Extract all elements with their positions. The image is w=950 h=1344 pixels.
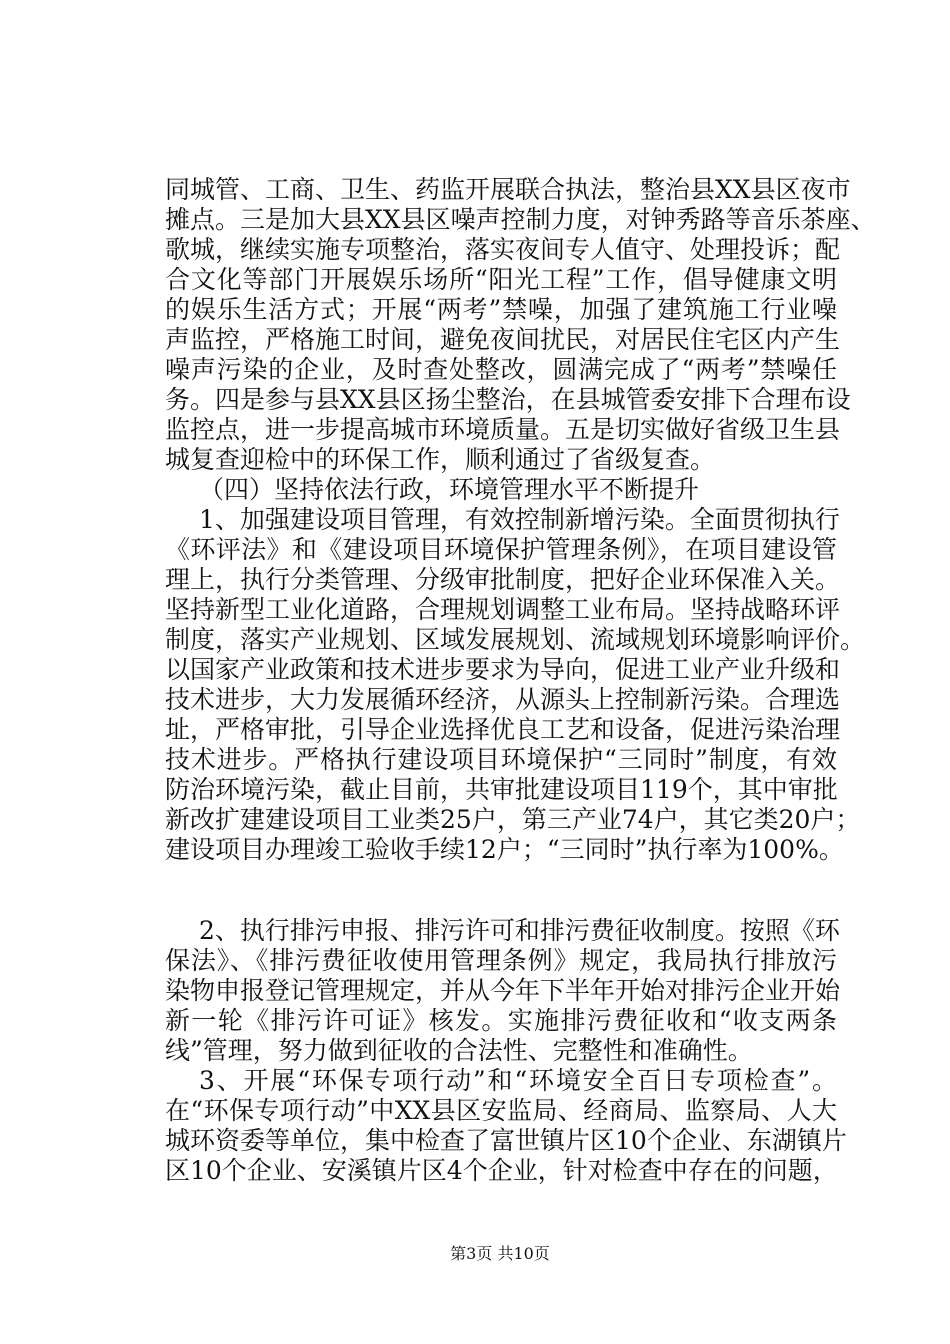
text-line: 合文化等部门开展娱乐场所“阳光工程”工作，倡导健康文明 xyxy=(165,265,837,294)
text-line: 声监控，严格施工时间，避免夜间扰民，对居民住宅区内产生 xyxy=(165,325,841,354)
text-line: 城复查迎检中的环保工作，顺利通过了省级复查。 xyxy=(165,445,716,474)
text-line: 3、开展“环保专项行动”和“环境安全百日专项检查”。 xyxy=(199,1066,837,1095)
text-line: 在“环保专项行动”中XX县区安监局、经商局、监察局、人大 xyxy=(165,1096,837,1125)
paragraph-noise-control xyxy=(165,175,876,475)
paragraph-pollution-permits xyxy=(165,916,841,1066)
text-line: 2、执行排污申报、排污许可和排污费征收制度。按照《环 xyxy=(199,916,840,945)
paragraph-special-actions xyxy=(165,1066,847,1186)
text-line: 《环评法》和《建设项目环境保护管理条例》，在项目建设管 xyxy=(165,535,837,564)
text-line: 址，严格审批，引导企业选择优良工艺和设备，促进污染治理 xyxy=(165,715,841,744)
text-line: 歌城，继续实施专项整治，落实夜间专人值守、处理投诉；配 xyxy=(165,235,841,264)
paragraph-project-management xyxy=(165,505,866,865)
text-line: 城环资委等单位，集中检查了富世镇片区10个企业、东湖镇片 xyxy=(165,1126,847,1155)
text-line: 务。四是参与县XX县区扬尘整治，在县城管委安排下合理布设 xyxy=(165,385,851,414)
text-line: 理上，执行分类管理、分级审批制度，把好企业环保准入关。 xyxy=(165,565,841,594)
document-body xyxy=(165,175,876,1186)
text-line: 摊点。三是加大县XX县区噪声控制力度，对钟秀路等音乐茶座、 xyxy=(165,205,876,234)
text-line: 新改扩建建设项目工业类25户，第三产业74户，其它类20户； xyxy=(165,805,861,834)
text-line: 技术进步。严格执行建设项目环境保护“三同时”制度，有效 xyxy=(165,745,837,774)
text-line: 新一轮《排污许可证》核发。实施排污费征收和“收支两条 xyxy=(165,1006,837,1035)
text-line: 建设项目办理竣工验收手续12户；“三同时”执行率为100%。 xyxy=(165,835,844,864)
text-line: 保法》、《排污费征收使用管理条例》规定，我局执行排放污 xyxy=(165,946,837,975)
text-line: 1、加强建设项目管理，有效控制新增污染。全面贯彻执行 xyxy=(199,505,840,534)
text-line: 技术进步，大力发展循环经济，从源头上控制新污染。合理选 xyxy=(165,685,841,714)
text-line: 以国家产业政策和技术进步要求为导向，促进工业产业升级和 xyxy=(165,655,841,684)
text-line: 坚持新型工业化道路，合理规划调整工业布局。坚持战略环评 xyxy=(165,595,841,624)
text-line: 防治环境污染，截止目前，共审批建设项目119个，其中审批 xyxy=(165,775,838,804)
section-heading: （四）坚持依法行政，环境管理水平不断提升 xyxy=(199,475,700,504)
text-line: 同城管、工商、卫生、药监开展联合执法，整治县XX县区夜市 xyxy=(165,175,851,204)
paragraph-gap xyxy=(165,865,837,916)
text-line: 制度，落实产业规划、区域发展规划、流域规划环境影响评价。 xyxy=(165,625,866,654)
text-line: 区10个企业、安溪镇片区4个企业，针对检查中存在的问题， xyxy=(165,1156,838,1185)
text-line: 噪声污染的企业，及时查处整改，圆满完成了“两考”禁噪任 xyxy=(165,355,837,384)
text-line: 的娱乐生活方式；开展“两考”禁噪，加强了建筑施工行业噪 xyxy=(165,295,837,324)
text-line: 监控点，进一步提高城市环境质量。五是切实做好省级卫生县 xyxy=(165,415,841,444)
page-number-footer: 第3页 共10页 xyxy=(450,1244,550,1263)
text-line: 染物申报登记管理规定，并从今年下半年开始对排污企业开始 xyxy=(165,976,841,1005)
text-line: 线”管理，努力做到征收的合法性、完整性和准确性。 xyxy=(165,1036,753,1065)
